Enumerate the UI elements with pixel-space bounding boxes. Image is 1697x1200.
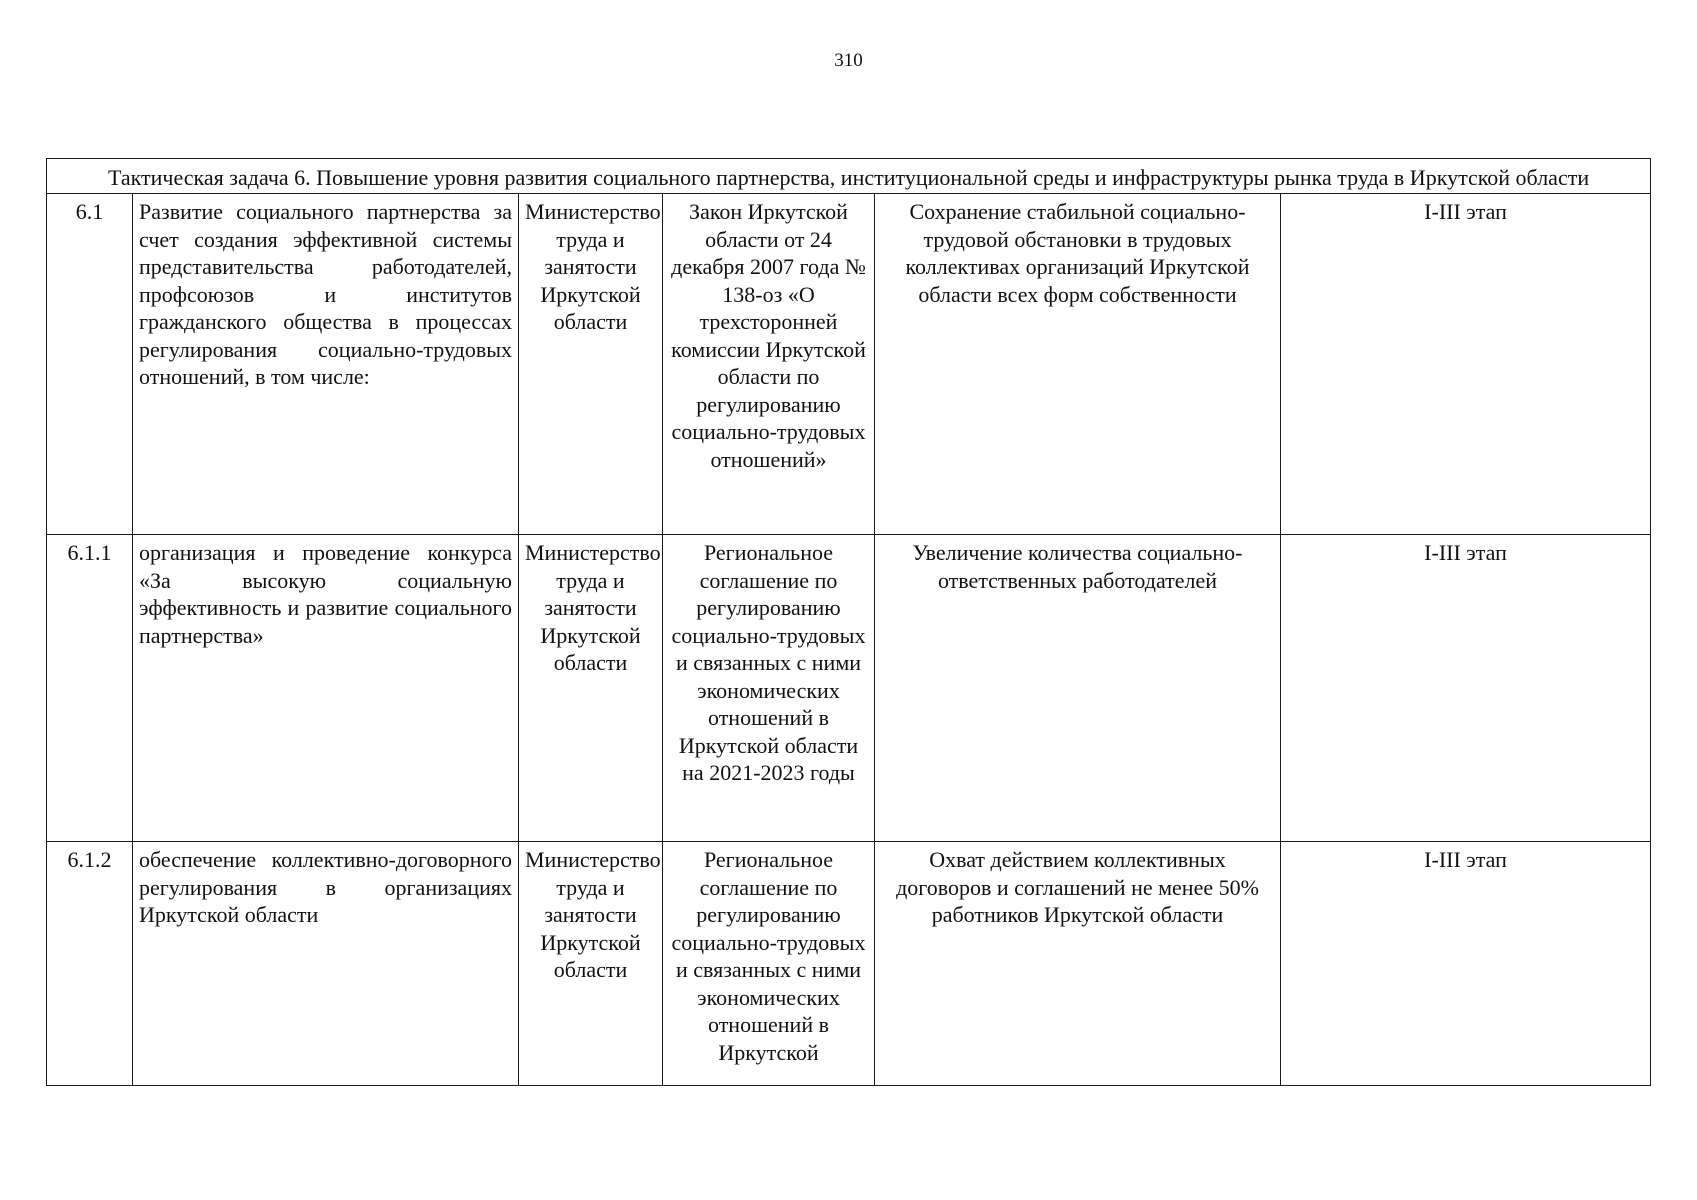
item-description: Развитие социального партнерства за счет создания эффективной системы представительства работодателей, профсоюзов и институтов гражданского общества в процессах регулирования социально-трудовых отношений, в том числе:	[133, 194, 519, 535]
item-result: Сохранение стабильной социально-трудовой обстановки в трудовых коллективах организаций Иркутской области всех форм собственности	[875, 194, 1281, 535]
item-number: 6.1.2	[47, 842, 133, 1086]
program-table	[46, 158, 1651, 1086]
item-stage: I-III этап	[1281, 842, 1651, 1086]
item-basis: Региональное соглашение по регулированию социально-трудовых и связанных с ними экономических отношений в Иркутской области на 2021-2023 годы	[663, 535, 875, 842]
item-result: Увеличение количества социально-ответственных работодателей	[875, 535, 1281, 842]
item-description: организация и проведение конкурса «За высокую социальную эффективность и развитие социального партнерства»	[133, 535, 519, 842]
item-stage: I-III этап	[1281, 535, 1651, 842]
table-row	[47, 194, 1651, 535]
item-basis: Региональное соглашение по регулированию социально-трудовых и связанных с ними экономических отношений в Иркутской	[663, 842, 875, 1086]
item-executor: Министерство труда и занятости Иркутской области	[519, 194, 663, 535]
table-row	[47, 535, 1651, 842]
item-executor: Министерство труда и занятости Иркутской области	[519, 535, 663, 842]
item-number: 6.1	[47, 194, 133, 535]
page-number: 310	[834, 50, 863, 71]
item-executor: Министерство труда и занятости Иркутской области	[519, 842, 663, 1086]
item-description: обеспечение коллективно-договорного регулирования в организациях Иркутской области	[133, 842, 519, 1086]
section-header-row	[47, 159, 1651, 194]
item-stage: I-III этап	[1281, 194, 1651, 535]
item-basis: Закон Иркутской области от 24 декабря 2007 года № 138-оз «О трехсторонней комиссии Иркутской области по регулированию социально-трудовых отношений»	[663, 194, 875, 535]
section-header: Тактическая задача 6. Повышение уровня развития социального партнерства, институциональной среды и инфраструктуры рынка труда в Иркутской области	[47, 159, 1651, 194]
item-result: Охват действием коллективных договоров и соглашений не менее 50% работников Иркутской области	[875, 842, 1281, 1086]
table-row	[47, 842, 1651, 1086]
item-number: 6.1.1	[47, 535, 133, 842]
